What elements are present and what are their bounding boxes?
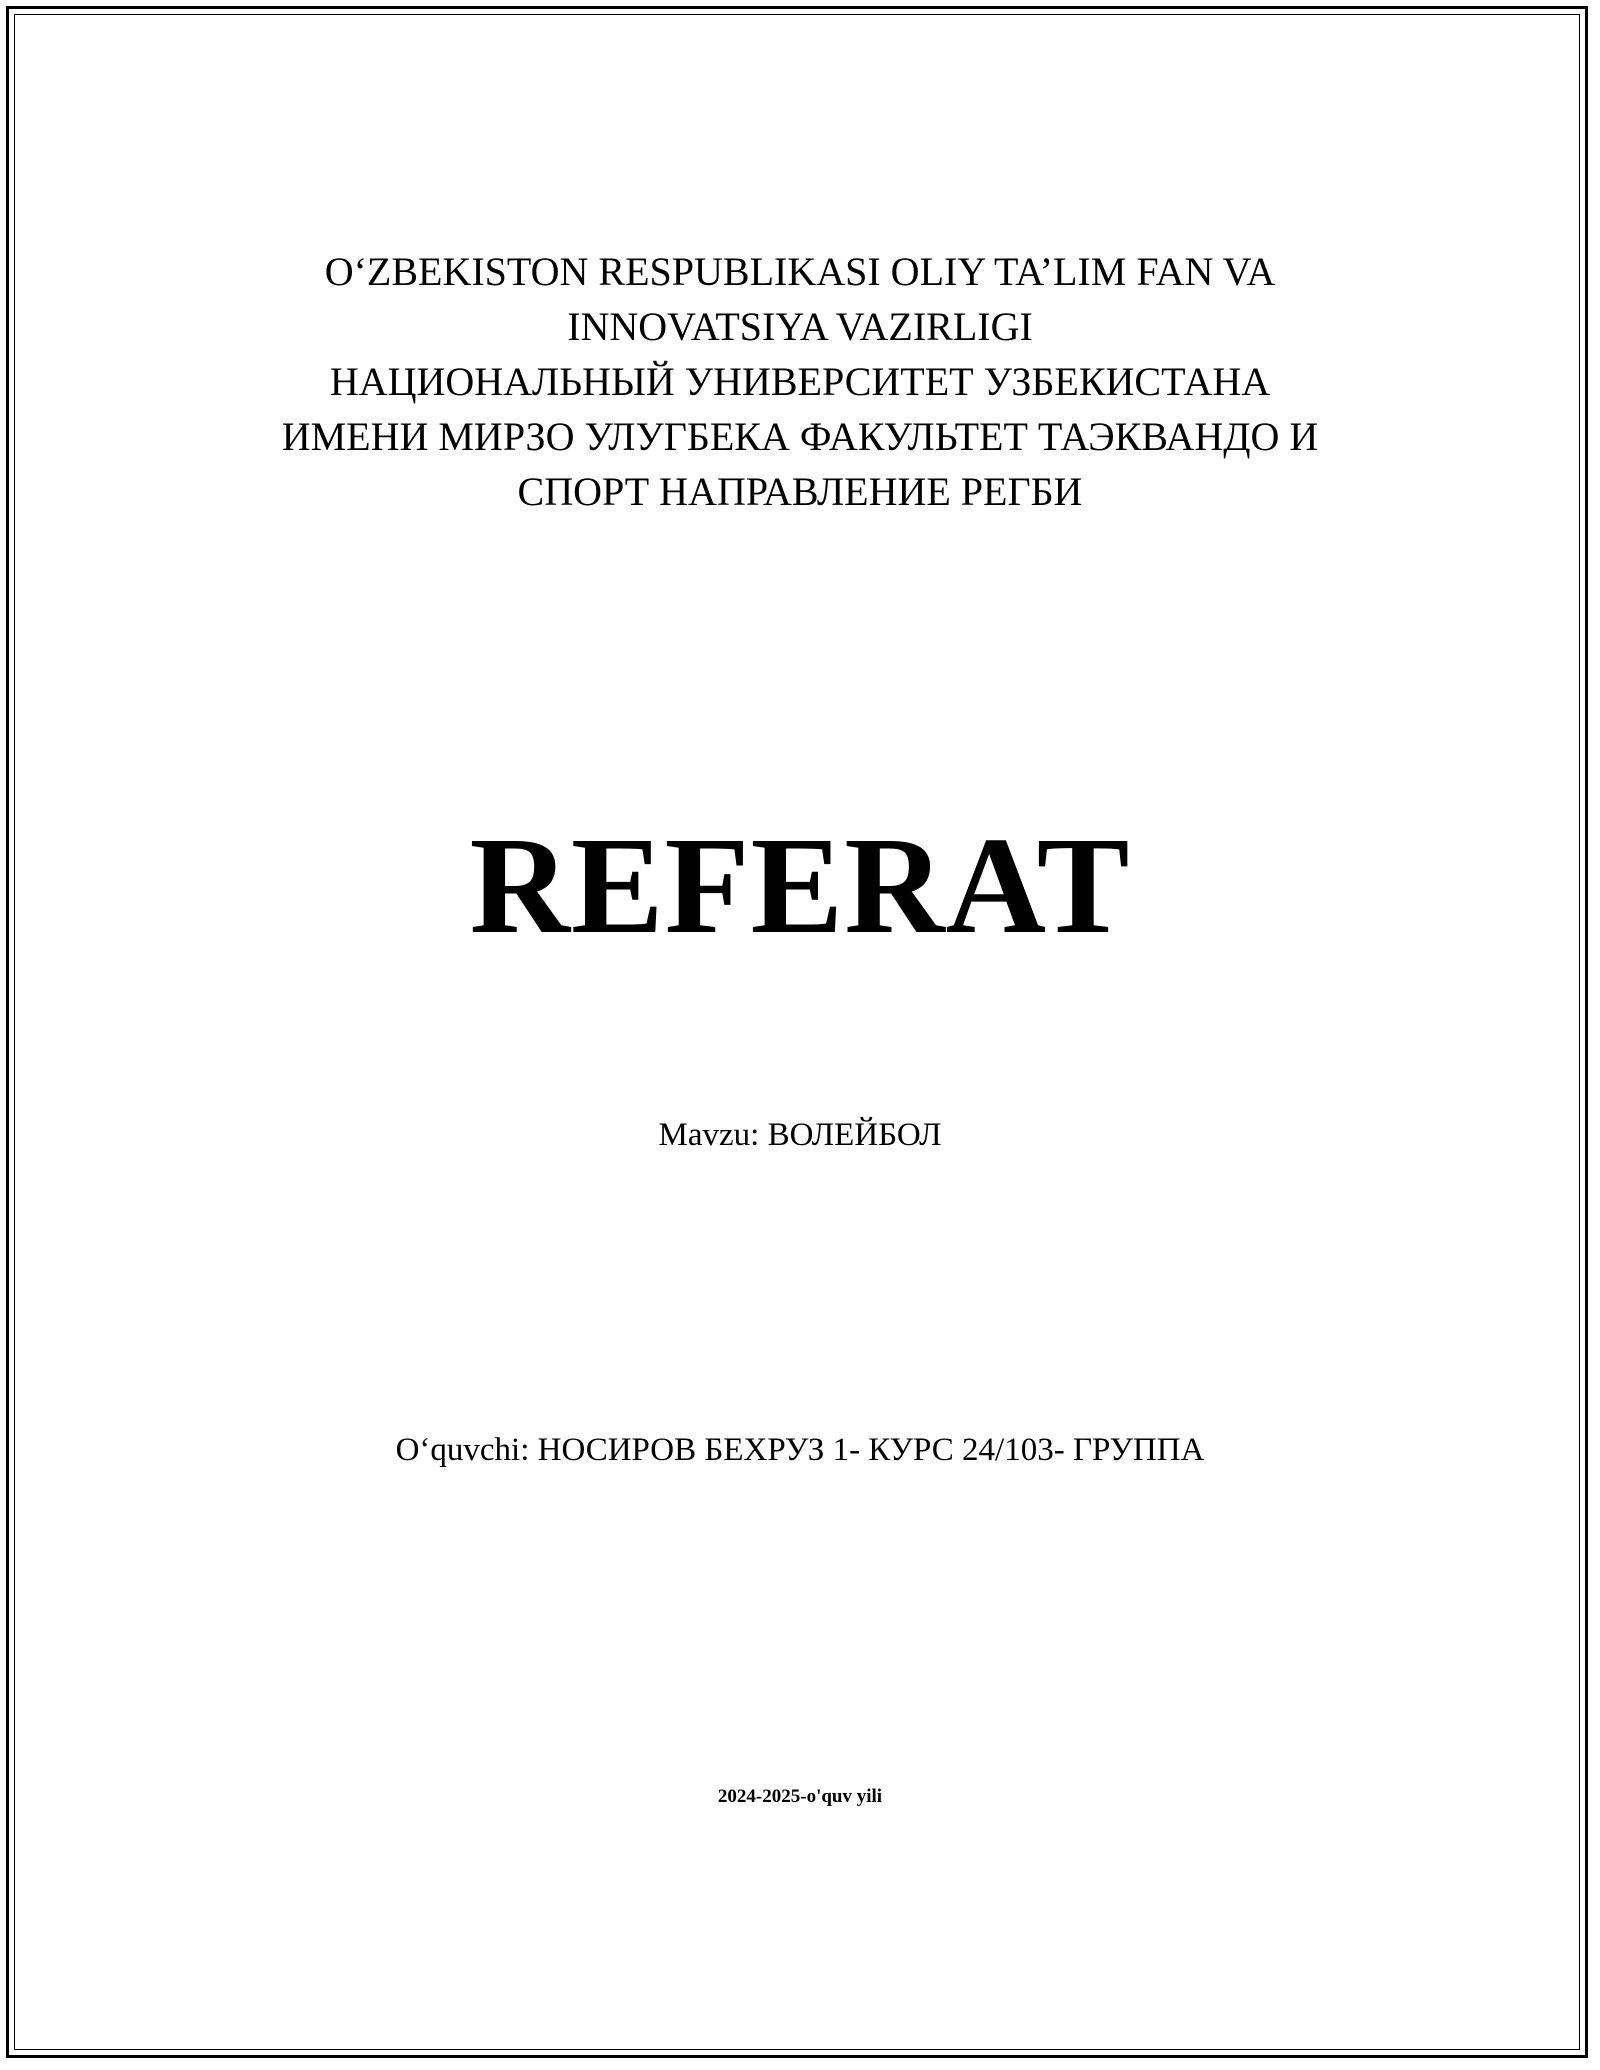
header-line: O‘ZBEKISTON RESPUBLIKASI OLIY TA’LIM FAN VA xyxy=(324,249,1276,294)
document-title: REFERAT xyxy=(469,809,1131,963)
header-line: INNOVATSIYA VAZIRLIGI xyxy=(567,304,1033,349)
institution-header xyxy=(200,244,1400,519)
header-line: СПОРТ НАПРАВЛЕНИЕ РЕГБИ xyxy=(517,469,1083,514)
student-line: O‘quvchi: НОСИРОВ БЕХРУЗ 1- КУРС 24/103- ГРУППА xyxy=(395,1432,1205,1468)
header-line: НАЦИОНАЛЬНЫЙ УНИВЕРСИТЕТ УЗБЕКИСТАНА xyxy=(329,359,1271,404)
academic-year: 2024-2025-o'quv yili xyxy=(717,1786,883,1807)
header-line: ИМЕНИ МИРЗО УЛУГБЕКА ФАКУЛЬТЕТ ТАЭКВАНДО И xyxy=(281,414,1319,459)
topic-line: Mavzu: ВОЛЕЙБОЛ xyxy=(658,1117,942,1153)
